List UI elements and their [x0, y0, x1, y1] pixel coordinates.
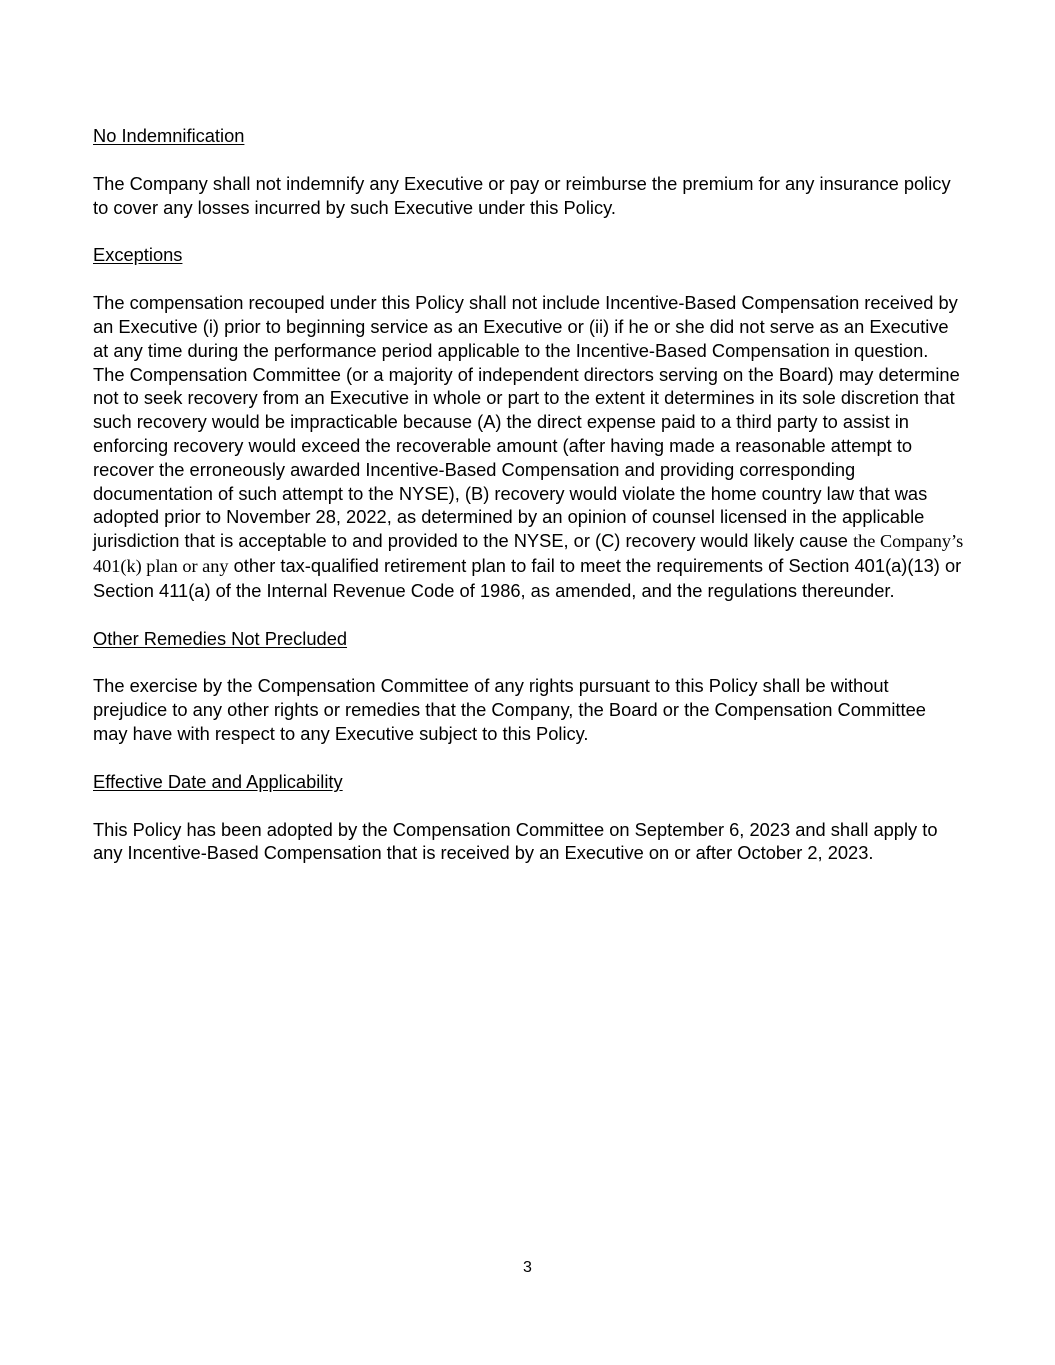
document-page — [93, 124, 965, 889]
exceptions-text-serif-part: the Company’s 401(k) plan or any — [93, 531, 964, 576]
section-body-no-indemnification: The Company shall not indemnify any Executive or pay or reimburse the premium for any insurance policy to cover any losses incurred by such Executive under this Policy. — [93, 172, 951, 218]
exceptions-text-part-1: The compensation recouped under this Policy shall not include Incentive-Based Compensation received by an Executive (i) prior to beginning service as an Executive or (ii) if he or she did not serve as an Executive at any time during the performance period applicable to the Incentive-Based Compensation in question. The Compensation Committee (or a majority of independent directors serving on the Board) may determine not to seek recovery from an Executive in whole or part to the extent it determines in its sole discretion that such recovery would be impracticable because (A) the direct expense paid to a third party to assist in enforcing recovery would exceed the recoverable amount (after having made a reasonable attempt to recover the erroneously awarded Incentive-Based Compensation and providing corresponding documentation of such attempt to the NYSE), (B) recovery would violate the home country law that was adopted prior to November 28, 2022, as determined by an opinion of counsel licensed in the applicable jurisdiction that is acceptable to and provided to the NYSE, or (C) recovery would likely cause — [93, 292, 960, 552]
section-heading-no-indemnification: No Indemnification — [93, 125, 245, 146]
page-number: 3 — [523, 1259, 532, 1276]
section-body-effective-date: This Policy has been adopted by the Compensation Committee on September 6, 2023 and shall apply to any Incentive-Based Compensation that is received by an Executive on or after October 2, 2023. — [93, 818, 938, 864]
section-body-exceptions — [93, 291, 965, 602]
section-heading-effective-date: Effective Date and Applicability — [93, 770, 343, 792]
section-body-other-remedies: The exercise by the Compensation Committee of any rights pursuant to this Policy shall be without prejudice to any other rights or remedies that the Company, the Board or the Compensation Committee may have with respect to any Executive subject to this Policy. — [93, 675, 926, 744]
exceptions-text-part-2: other tax-qualified retirement plan to fail to meet the requirements of Section 401(a)(13) or Section 411(a) of the Internal Revenue Code of 1986, as amended, and the regulations thereunder. — [93, 554, 962, 601]
section-heading-exceptions: Exceptions — [93, 244, 183, 266]
section-heading-other-remedies: Other Remedies Not Precluded — [93, 627, 348, 649]
